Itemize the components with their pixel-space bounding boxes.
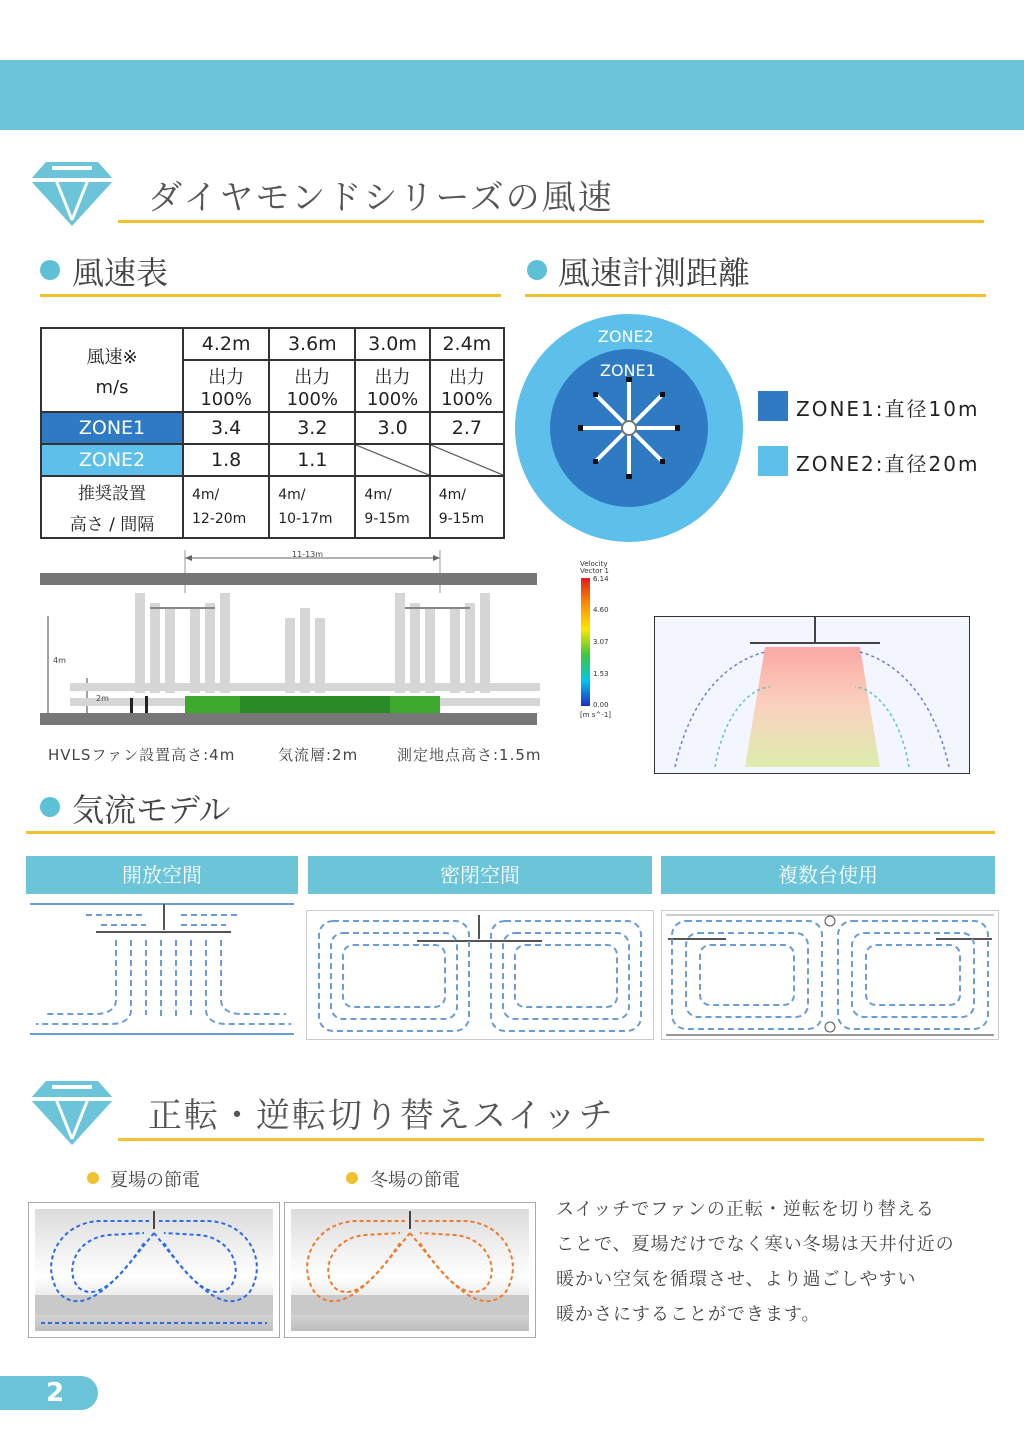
summer-dot <box>87 1172 99 1184</box>
output-value: 100% <box>286 388 339 410</box>
caption-fan-height: HVLSファン設置高さ:4m <box>48 746 236 764</box>
zone2-legend-text: ZONE2:直径20m <box>796 452 980 476</box>
distance-heading: 風速計測距離 <box>558 254 751 292</box>
section1-title: ダイヤモンドシリーズの風速 <box>148 178 614 218</box>
winter-label: 冬場の節電 <box>370 1170 460 1191</box>
zone1-circle-label: ZONE1 <box>600 361 656 380</box>
output-label: 出力 <box>208 366 245 388</box>
height-cell: 3.0m <box>355 328 429 360</box>
wind-table-underline <box>40 294 501 297</box>
recommend-line2: 高さ / 間隔 <box>69 515 155 535</box>
rec-bottom: 9-15m <box>438 511 485 527</box>
tab-closed-space: 密閉空間 <box>308 856 652 894</box>
caption-air-layer: 気流層:2m <box>278 746 359 764</box>
corner-line1: 風速※ <box>86 346 138 368</box>
zone2-value: 1.8 <box>183 444 269 476</box>
bullet-dot <box>527 260 547 280</box>
bullet-dot <box>40 797 60 817</box>
zone1-value: 2.7 <box>430 412 504 444</box>
height-cell: 3.6m <box>269 328 355 360</box>
output-label: 出力 <box>294 366 331 388</box>
corner-cell <box>41 328 183 412</box>
span-label: 11-13m <box>292 550 324 559</box>
output-cell <box>269 360 355 412</box>
body-line: 暖かさにすることができます。 <box>556 1304 821 1325</box>
zone1-value: 3.4 <box>183 412 269 444</box>
velocity-title1: Velocity <box>580 560 608 568</box>
corner-line2: m/s <box>95 376 129 398</box>
diamond-icon <box>26 158 118 228</box>
height-cell: 4.2m <box>183 328 269 360</box>
header-band <box>0 60 1024 130</box>
empty-cell <box>355 444 429 476</box>
output-label: 出力 <box>374 366 411 388</box>
zone-diagram <box>514 313 744 543</box>
velocity-tick: 1.53 <box>593 670 609 678</box>
zone1-value: 3.0 <box>355 412 429 444</box>
recommend-value <box>355 476 429 538</box>
cfd-simulation-image <box>654 616 970 774</box>
diamond-icon <box>26 1077 118 1147</box>
rec-bottom: 9-15m <box>364 511 410 527</box>
caption-measure-height: 測定地点高さ:1.5m <box>397 746 542 764</box>
body-line: 暖かい空気を循環させ、より過ごしやすい <box>556 1269 917 1290</box>
velocity-colorbar <box>581 578 590 706</box>
tab-multiple-units: 複数台使用 <box>661 856 995 894</box>
winter-dot <box>346 1172 358 1184</box>
output-cell <box>183 360 269 412</box>
page-number: 2 <box>0 1376 98 1410</box>
velocity-tick: 3.07 <box>593 638 609 646</box>
airflow-profile-diagram <box>40 548 540 733</box>
rec-bottom: 12-20m <box>192 511 247 527</box>
zone1-legend-text: ZONE1:直径10m <box>796 397 980 421</box>
summer-diagram <box>28 1202 280 1338</box>
height4-label: 4m <box>53 656 66 665</box>
summer-label: 夏場の節電 <box>110 1170 200 1191</box>
rec-top: 4m/ <box>364 487 392 503</box>
airflow-heading: 気流モデル <box>72 791 231 829</box>
section1-underline <box>118 220 984 223</box>
distance-underline <box>525 294 986 297</box>
section2-underline <box>118 1138 984 1141</box>
zone1-value: 3.2 <box>269 412 355 444</box>
recommend-cell <box>41 476 183 538</box>
empty-cell <box>430 444 504 476</box>
body-line: スイッチでファンの正転・逆転を切り替える <box>556 1199 935 1220</box>
velocity-tick: 6.14 <box>593 575 609 583</box>
output-value: 100% <box>441 388 493 410</box>
body-line: ことで、夏場だけでなく寒い冬場は天井付近の <box>556 1234 955 1255</box>
rec-top: 4m/ <box>278 487 306 503</box>
velocity-title2: Vector 1 <box>580 567 609 575</box>
closed-space-diagram <box>306 910 654 1040</box>
rec-top: 4m/ <box>438 487 466 503</box>
multiple-units-diagram <box>661 910 999 1040</box>
velocity-tick: 0.00 <box>593 701 609 709</box>
zone2-circle-label: ZONE2 <box>598 327 654 346</box>
output-value: 100% <box>366 388 419 410</box>
velocity-tick: 4.60 <box>593 606 609 614</box>
tab-open-space: 開放空間 <box>26 856 298 894</box>
recommend-line1: 推奨設置 <box>78 484 146 504</box>
bullet-dot <box>40 260 60 280</box>
open-space-diagram <box>26 900 298 1040</box>
output-value: 100% <box>200 388 252 410</box>
height-cell: 2.4m <box>430 328 504 360</box>
recommend-value <box>183 476 269 538</box>
velocity-unit: [m s^-1] <box>580 711 611 719</box>
output-cell <box>355 360 429 412</box>
zone1-legend-swatch <box>758 391 788 421</box>
rec-bottom: 10-17m <box>278 511 333 527</box>
recommend-value <box>269 476 355 538</box>
zone2-legend-swatch <box>758 446 788 476</box>
output-label: 出力 <box>448 366 485 388</box>
switch-description <box>556 1192 996 1332</box>
winter-diagram <box>284 1202 536 1338</box>
wind-table-heading: 風速表 <box>72 254 169 292</box>
zone2-label: ZONE2 <box>41 444 183 476</box>
output-cell <box>430 360 504 412</box>
recommend-value <box>430 476 504 538</box>
rec-top: 4m/ <box>192 487 220 503</box>
zone2-value: 1.1 <box>269 444 355 476</box>
airflow-underline <box>26 831 995 834</box>
zone1-label: ZONE1 <box>41 412 183 444</box>
height2-label: 2m <box>96 694 109 703</box>
wind-speed-table <box>40 327 505 539</box>
section2-title: 正転・逆転切り替えスイッチ <box>148 1096 615 1136</box>
